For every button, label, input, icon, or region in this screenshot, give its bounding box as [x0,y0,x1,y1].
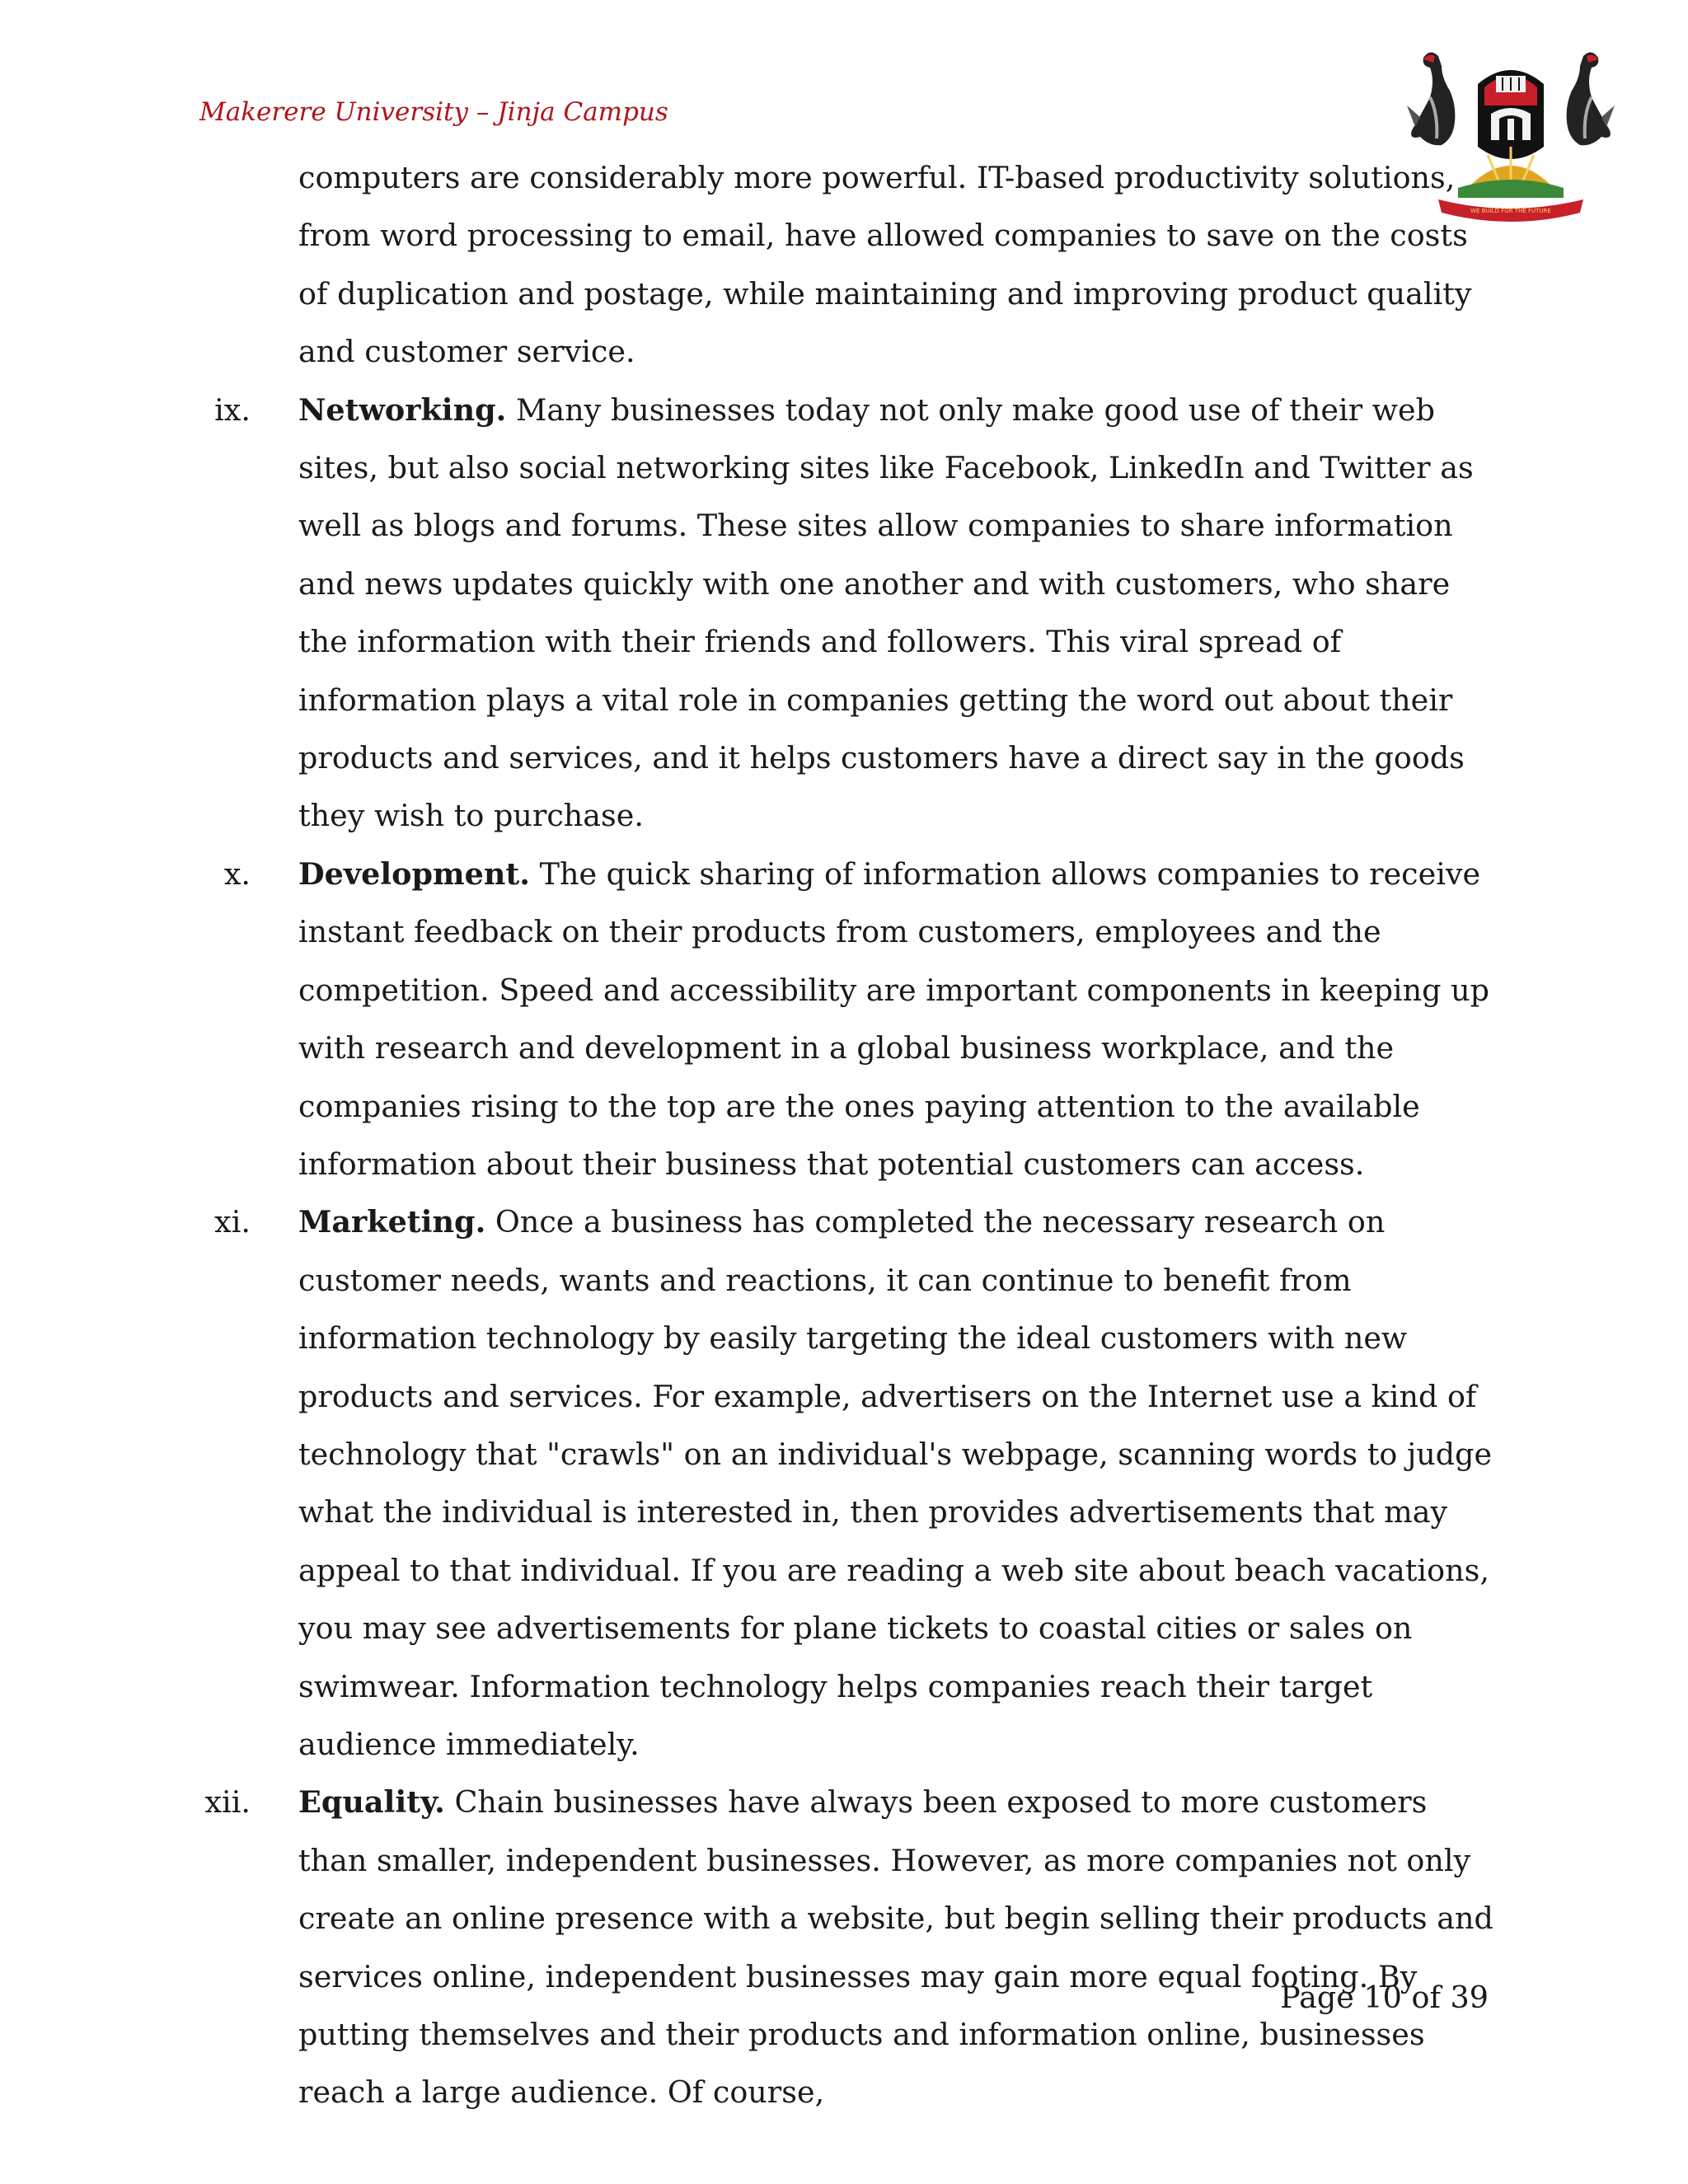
list-text: Many businesses today not only make good use of their web sites, but also social networking sites like Facebook, LinkedIn and Twitter as well as blogs and forums. These sites allow companies to share information and news updates quickly with one another and with customers, who share the information with their friends and followers. This viral spread of information plays a vital role in companies getting the word out about their products and services, and it helps customers have a direct say in the goods they wish to purchase. [298,391,1474,834]
running-header: Makerere University – Jinja Campus [199,97,668,127]
list-item [199,1774,1502,2121]
list-number: x. [223,855,251,892]
motto-text: WE BUILD FOR THE FUTURE [1470,208,1551,214]
list-term: Networking. [298,391,507,428]
page-number: Page 10 of 39 [1280,1980,1489,2015]
list-item [199,382,1502,846]
crane-left-icon [1407,52,1455,145]
list-text: Chain businesses have always been exposed to more customers than smaller, independent businesses. However, as more companies not only create an online presence with a website, but begin selling their products and services online, independent businesses may gain more equal footing. By putting themselves and their products and information online, businesses reach a large audience. Of course, [298,1784,1493,2111]
list-text: The quick sharing of information allows companies to receive instant feedback on their products from customers, employees and the competition. Speed and accessibility are important components in keeping up with research and development in a global business workplace, and the companies rising to the top are the ones paying attention to the available information about their business that potential customers can access. [298,855,1489,1182]
list-term: Marketing. [298,1204,486,1240]
list-item [199,846,1502,1193]
list-number: xii. [204,1784,251,1821]
list-number: xi. [214,1204,251,1240]
list-item [199,1193,1502,1774]
crane-right-icon [1567,52,1615,145]
list-number: ix. [214,391,251,428]
list-term: Equality. [298,1784,445,1821]
continuation-paragraph [199,149,1502,382]
paragraph-text: computers are considerably more powerful. IT-based productivity solutions, from word processing to email, have allowed companies to save on the costs of duplication and postage, while maintaining and improving product quality and customer service. [298,160,1472,370]
shield-icon [1478,70,1544,159]
document-body [199,149,1502,2122]
list-text: Once a business has completed the necessary research on customer needs, wants and reactions, it can continue to benefit from information technology by easily targeting the ideal customers with new products and services. For example, advertisers on the Internet use a kind of technology that "crawls" on an individual's webpage, scanning words to judge what the individual is interested in, then provides advertisements that may appeal to that individual. If you are reading a web site about beach vacations, you may see advertisements for plane tickets to coastal cities or sales on swimwear. Information technology helps companies reach their target audience immediately. [298,1204,1493,1762]
list-term: Development. [298,855,530,892]
